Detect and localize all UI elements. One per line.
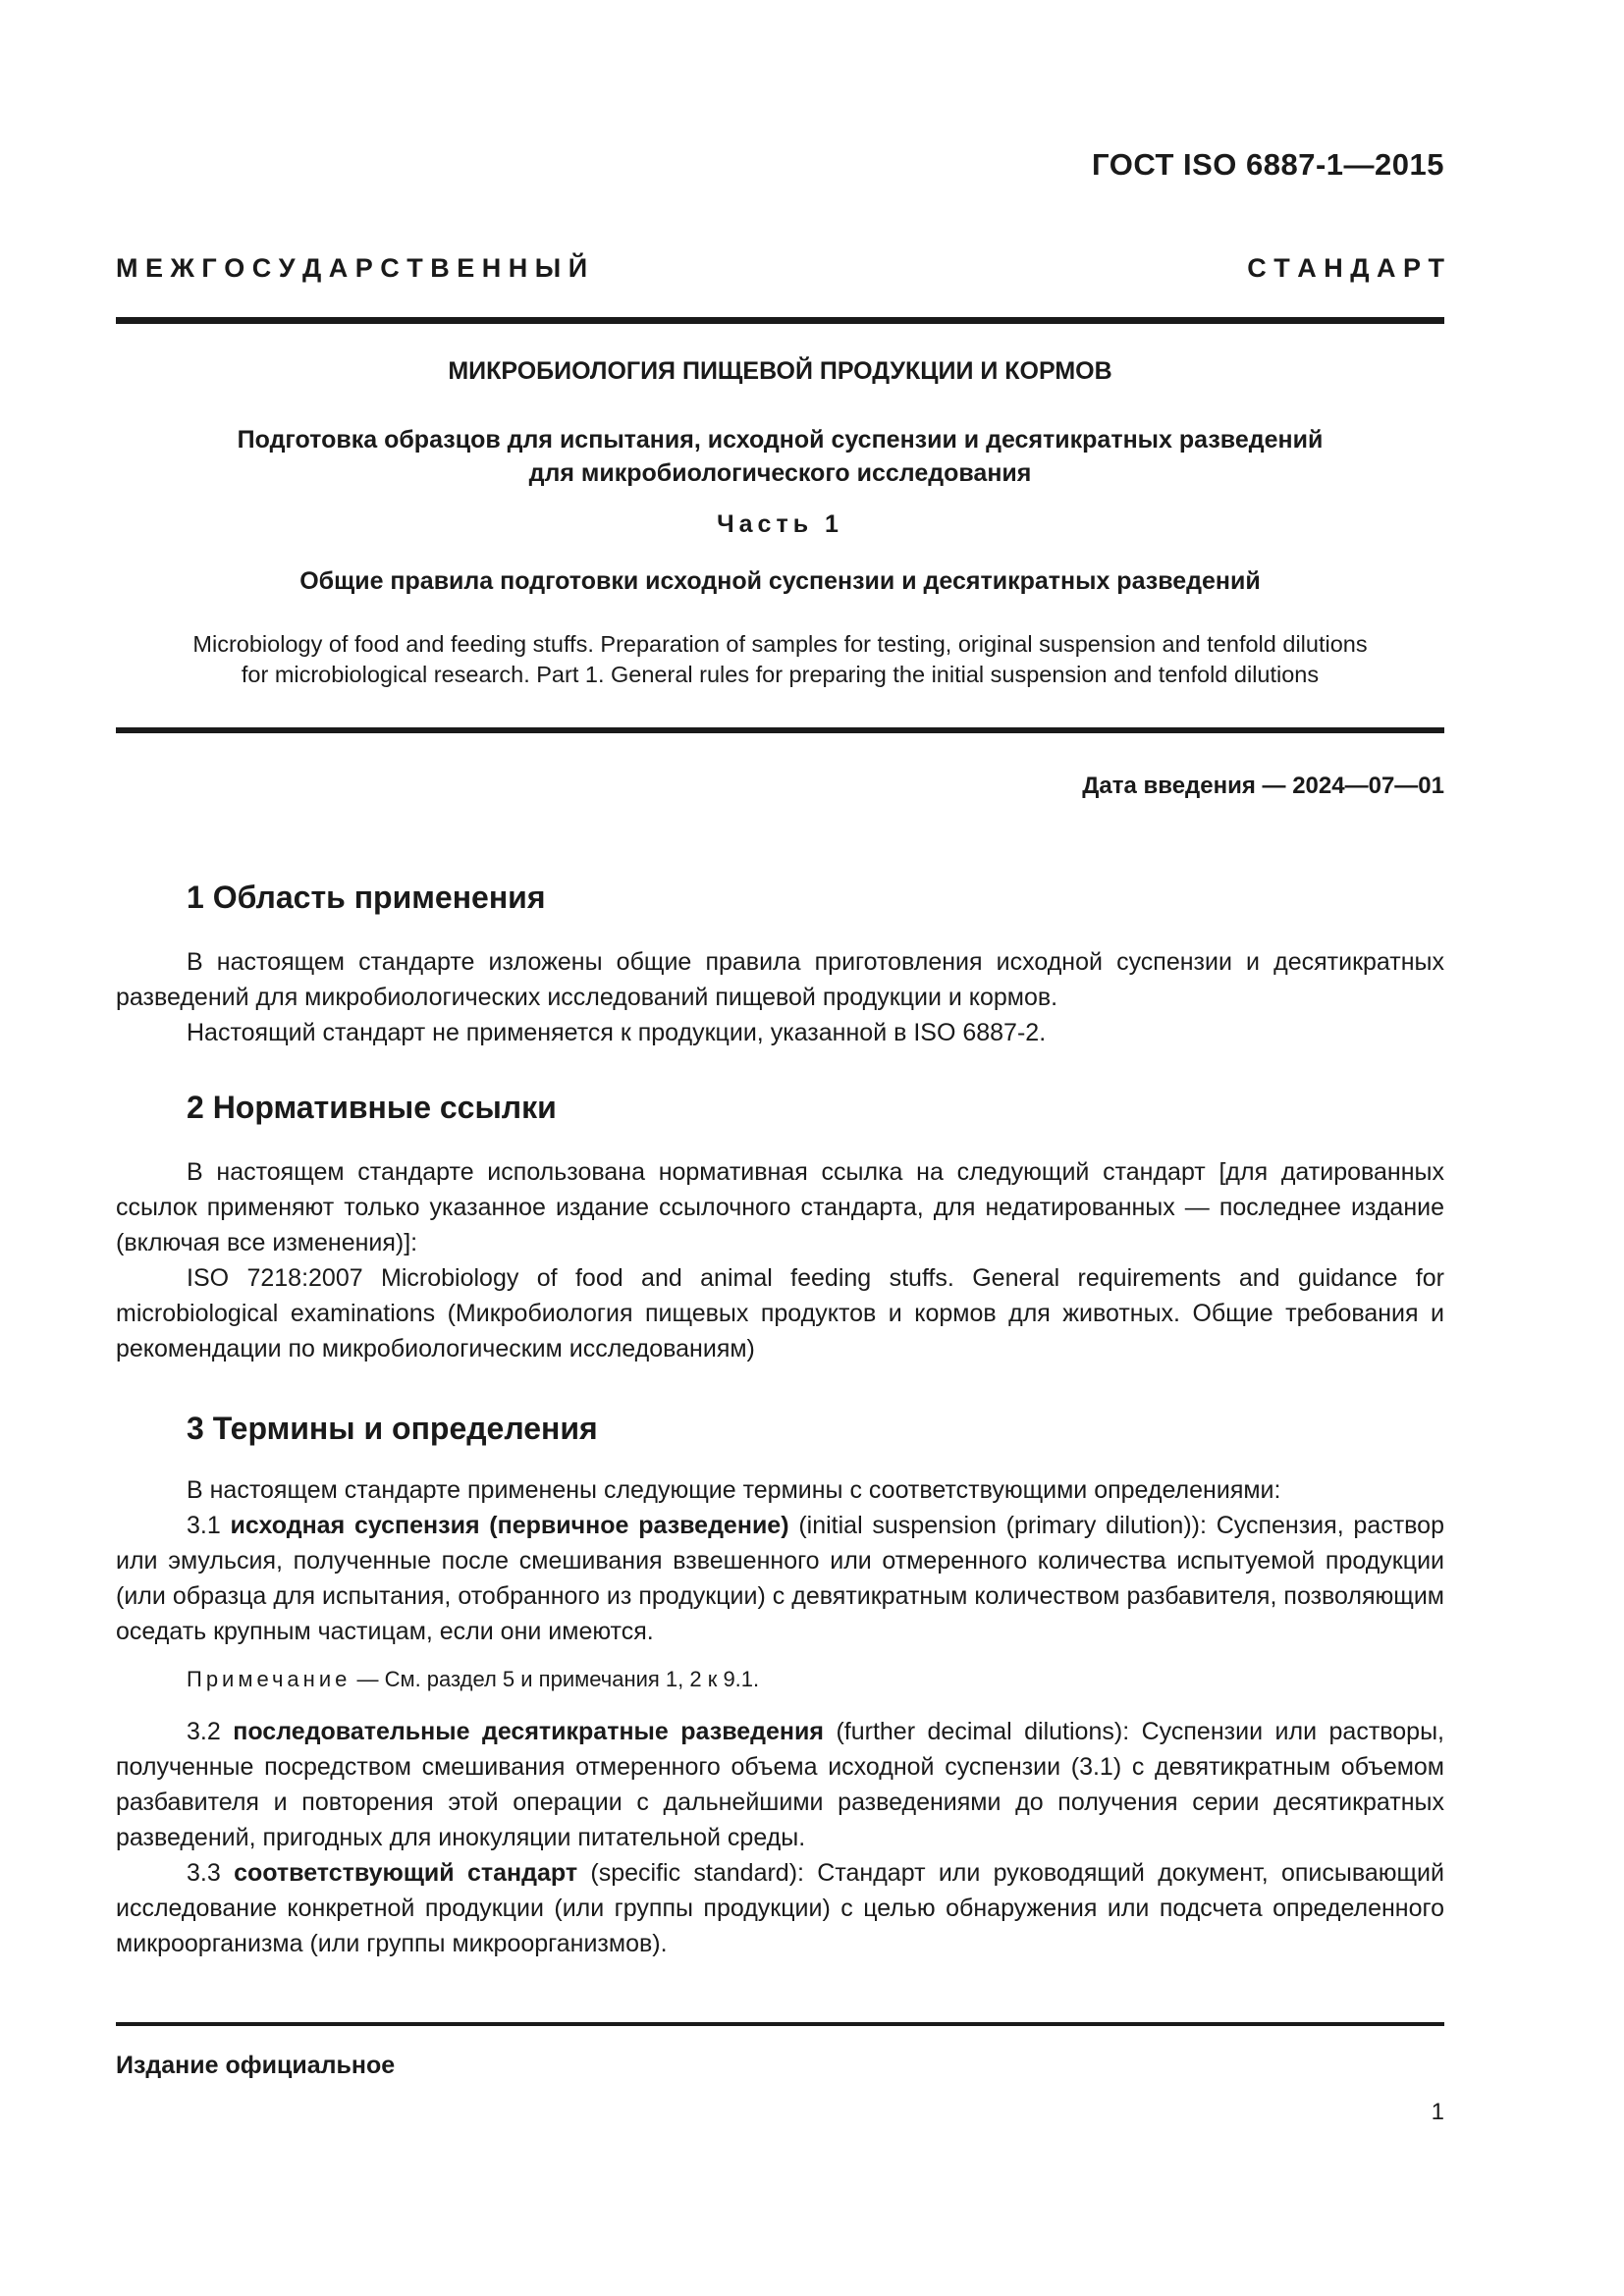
title-divider (116, 727, 1444, 733)
term-3-1 (116, 1508, 1444, 1649)
section-3-heading: 3 Термины и определения (187, 1411, 598, 1446)
term-3-3-number: 3.3 (187, 1859, 221, 1887)
english-title-line-2: for microbiological research. Part 1. General rules for preparing the initial suspension and tenfold dilutions (241, 662, 1320, 687)
term-3-3-term: соответствующий стандарт (234, 1859, 578, 1887)
part-label: Часть 1 (717, 510, 843, 538)
note-label: Примечание (187, 1667, 352, 1691)
term-3-1-term: исходная суспензия (первичное разведение) (230, 1512, 789, 1539)
section-1-heading: 1 Область применения (187, 880, 546, 915)
term-3-2-number: 3.2 (187, 1718, 221, 1745)
section-2-heading: 2 Нормативные ссылки (187, 1090, 557, 1125)
subtitle-line-1: Подготовка образцов для испытания, исходной суспензии и десятикратных разведений (237, 426, 1324, 454)
standard-type-word-interstate: М Е Ж Г О С У Д А Р С Т В Е Н Н Ы Й (116, 253, 588, 283)
section-2-body (116, 1154, 1444, 1366)
official-edition-label: Издание официальное (116, 2052, 396, 2079)
document-title: МИКРОБИОЛОГИЯ ПИЩЕВОЙ ПРОДУКЦИИ И КОРМОВ (448, 357, 1112, 385)
term-3-1-number: 3.1 (187, 1512, 221, 1539)
note-text: — См. раздел 5 и примечания 1, 2 к 9.1. (351, 1667, 760, 1691)
section-2-reference: ISO 7218:2007 Microbiology of food and animal feeding stuffs. General requirements and guidance for microbiological examinations (Микробиология пищевых продуктов и кормов для животных. Общие требования и рекомендации по микробиологическим исследованиям) (116, 1264, 1444, 1362)
term-3-3-definition: (specific standard): Стандарт или руководящий документ, описывающий исследование конкретной продукции (или группы продукции) с целью обнаружения или подсчета определенного микроорганизма (или группы микроорганизмов). (116, 1859, 1444, 1957)
term-3-1-definition: (initial suspension (primary dilution)): Суспензия, раствор или эмульсия, полученные после смешивания взвешенного или отмеренного количества испытуемой продукции (или образца для испытания, отобранного из продукции) с девятикратным количеством разбавителя, позволяющим оседать крупным частицам, если они имеются. (116, 1512, 1444, 1645)
section-1-paragraph-2: Настоящий стандарт не применяется к продукции, указанной в ISO 6887-2. (187, 1019, 1047, 1046)
english-title-line-1: Microbiology of food and feeding stuffs. Preparation of samples for testing, original suspension and tenfold dilutions (192, 631, 1368, 657)
standard-type-banner (116, 253, 1444, 284)
term-3-3 (116, 1855, 1444, 1961)
section-1-paragraph-1: В настоящем стандарте изложены общие правила приготовления исходной суспензии и десятикратных разведений для микробиологических исследований пищевой продукции и кормов. (116, 948, 1444, 1011)
term-3-2-term: последовательные десятикратные разведения (233, 1718, 824, 1745)
document-subtitle (116, 423, 1444, 490)
section-3-body (116, 1472, 1444, 1649)
page-number: 1 (1431, 2099, 1444, 2125)
english-title (116, 629, 1444, 690)
introduction-date: Дата введения — 2024—07—01 (1082, 773, 1444, 799)
top-divider (116, 317, 1444, 324)
term-3-2 (116, 1714, 1444, 1855)
term-3-2-definition: (further decimal dilutions): Суспензии или растворы, полученные посредством смешивания отмеренного объема исходной суспензии (3.1) с девятикратным объемом разбавителя и повторения этой операции с дальнейшими разведениями до получения серии десятикратных разведений, пригодных для инокуляции питательной среды. (116, 1718, 1444, 1851)
document-number: ГОСТ ISO 6887-1—2015 (1092, 147, 1444, 182)
footer-divider (116, 2022, 1444, 2026)
note (187, 1667, 759, 1692)
section-1-body (116, 944, 1444, 1050)
section-3-intro: В настоящем стандарте применены следующие термины с соответствующими определениями: (187, 1476, 1281, 1504)
section-3-terms-continued (116, 1714, 1444, 1961)
standard-type-word-standard: С Т А Н Д А Р Т (1247, 253, 1444, 283)
section-2-paragraph-1: В настоящем стандарте использована нормативная ссылка на следующий стандарт [для датированных ссылок применяют только указанное издание ссылочного стандарта, для недатированных — последнее издание (включая все изменения)]: (116, 1158, 1444, 1256)
subtitle-line-2: для микробиологического исследования (528, 459, 1032, 487)
part-title: Общие правила подготовки исходной суспензии и десятикратных разведений (299, 567, 1261, 595)
